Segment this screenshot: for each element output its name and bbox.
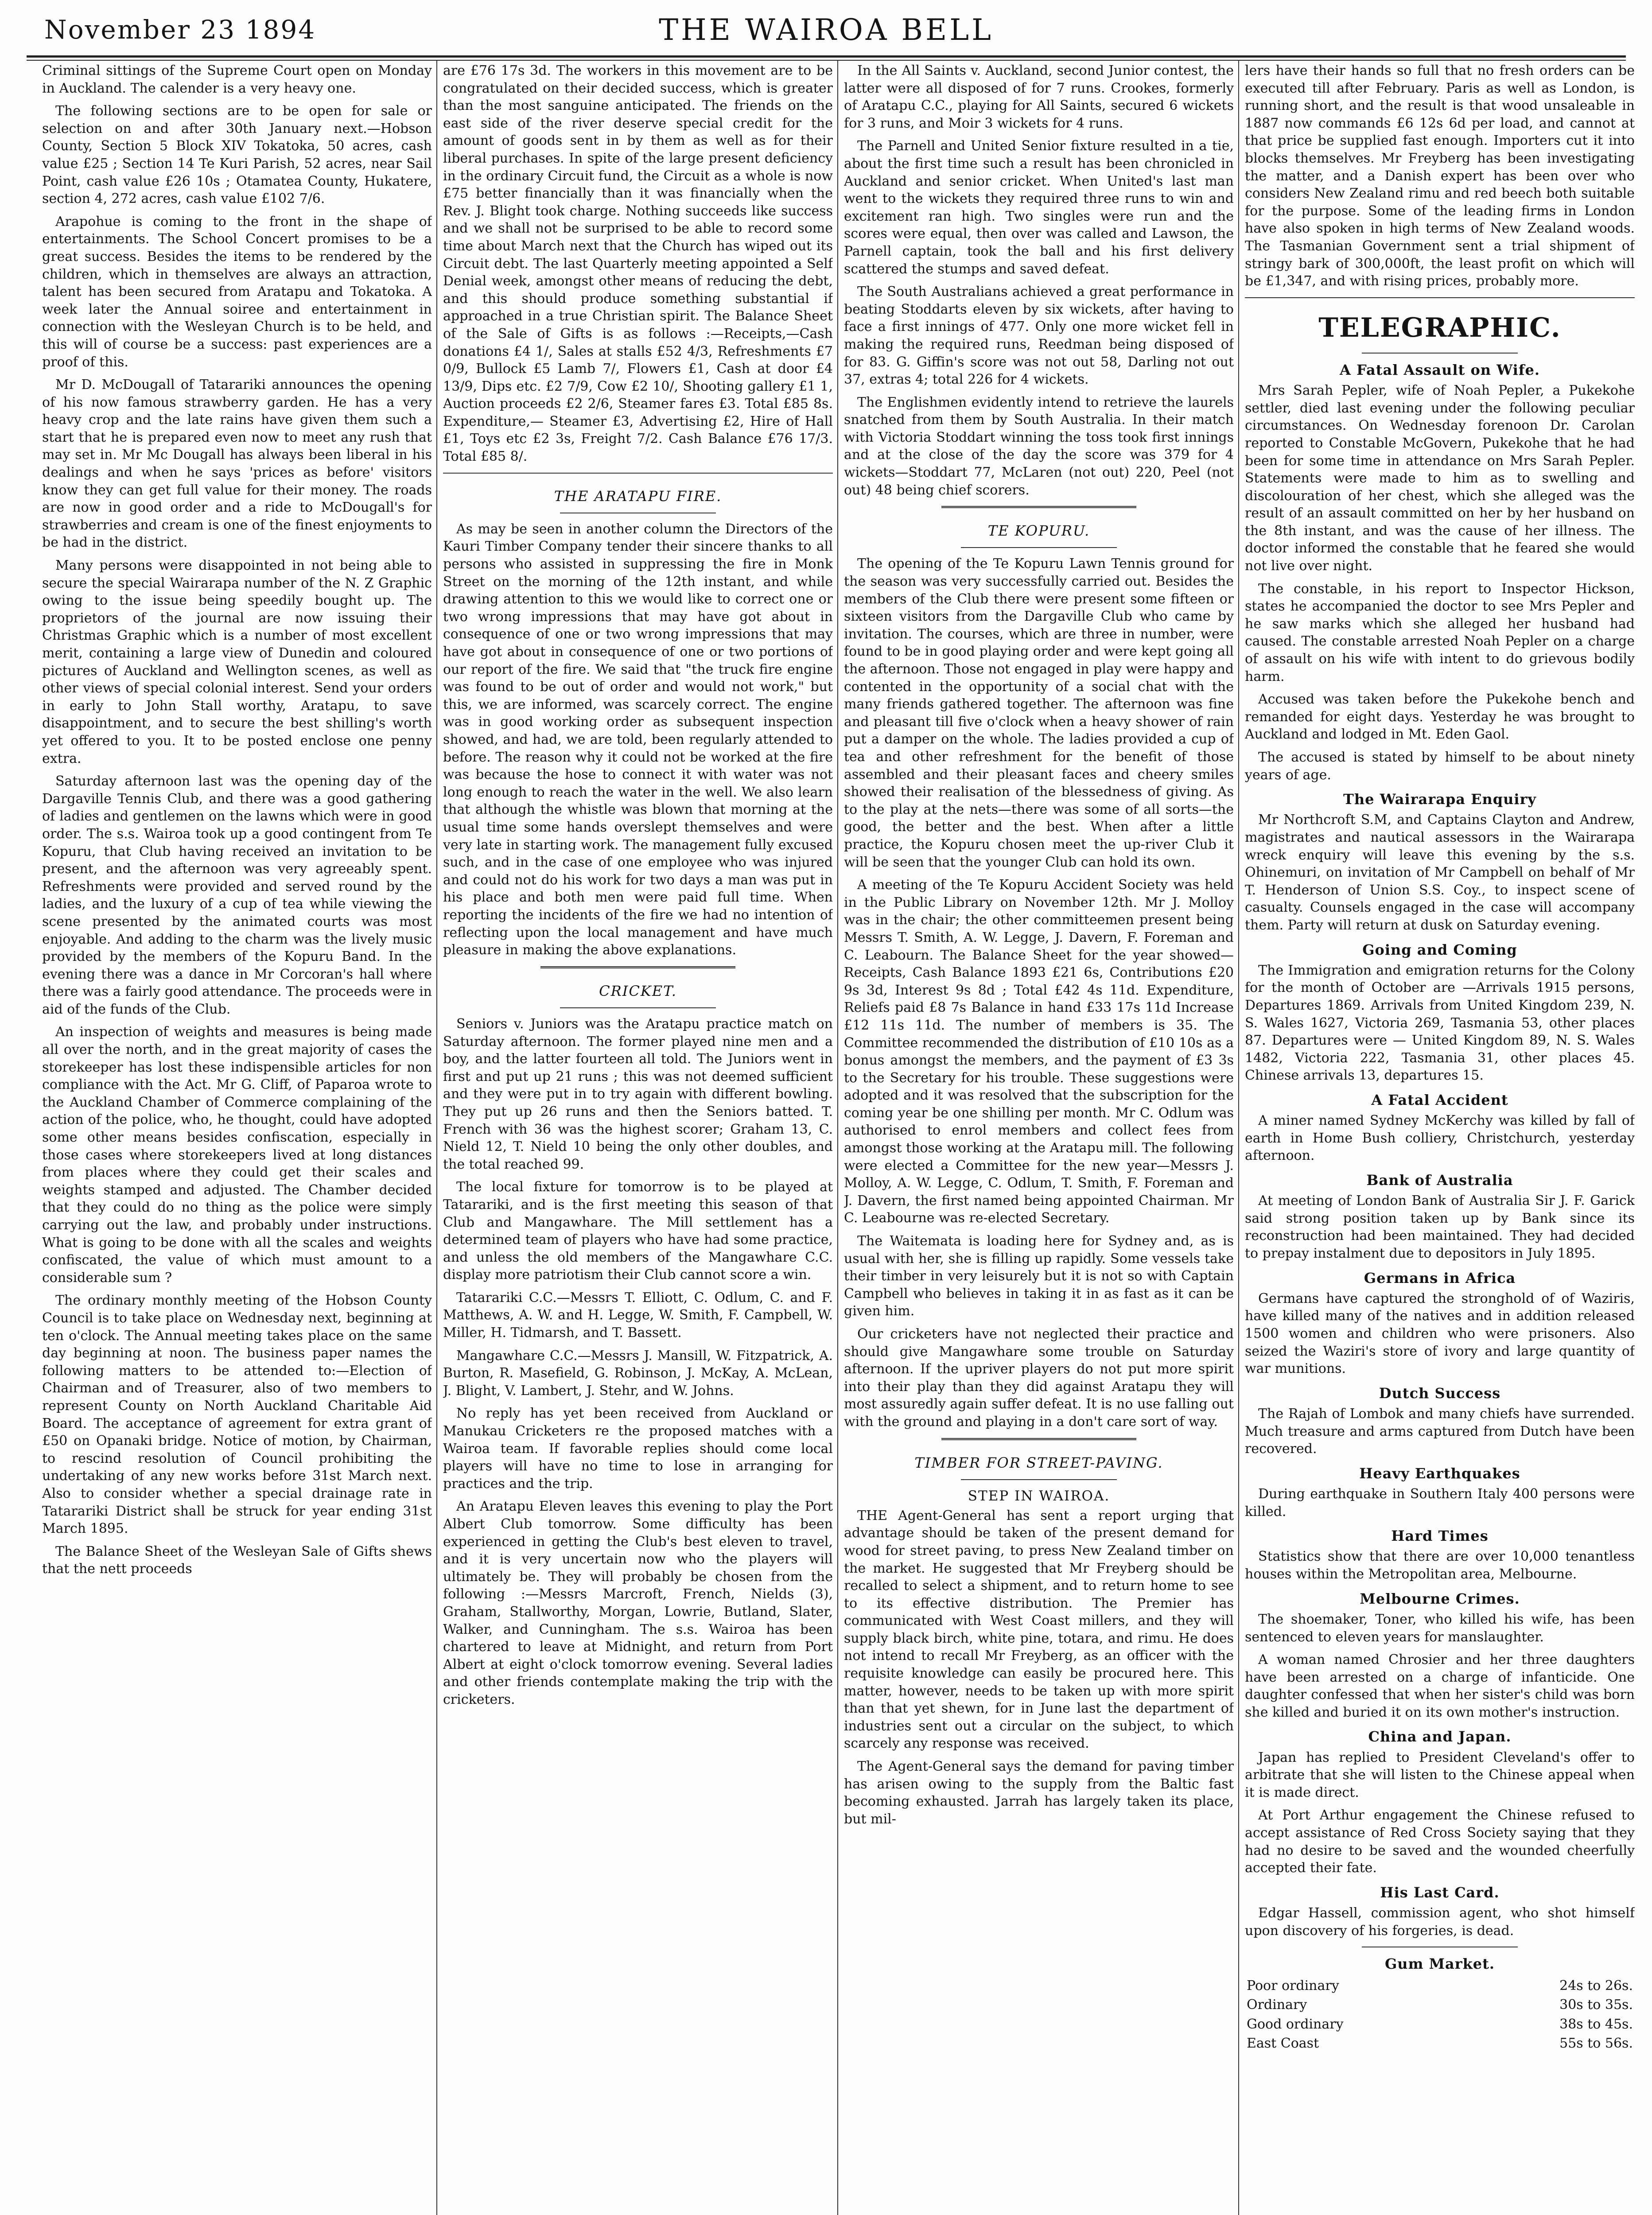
heading-rule	[961, 547, 1117, 548]
masthead-rule	[27, 55, 1626, 58]
paragraph: Mr Northcroft S.M, and Captains Clayton and Andrew, magistrates and nautical assessors in the Wairarapa wreck enquiry will leave this evening by the s.s. Ohinemuri, on invitation of Mr Campbell on behalf of Mr T. Henderson of Union S.S. Coy., to inspect scene of casualty. Counsels engaged in the case will accompany them. Party will return at dusk on Saturday evening.	[1245, 812, 1635, 933]
paragraph: Seniors v. Juniors was the Aratapu practice match on Saturday afternoon. The former played nine men and a boy, and the latter fourteen all told. The Juniors went in first and put up 21 runs ; this was not deemed sufficient and they were put in to try again with different bowling. They put up 26 runs and then the Seniors batted. T. French with 36 was the highest scorer; Graham 13, C. Nield 12, T. Nield 10 being the only other doubles, and the total reached 99.	[443, 1016, 833, 1172]
news-heading: His Last Card.	[1380, 1884, 1500, 1901]
column-3	[844, 62, 1234, 2215]
paragraph: The Parnell and United Senior fixture resulted in a tie, about the first time such a result has been chronicled in Auckland and senior cricket. When United's last man went to the wickets they required three runs to win and excitement ran high. Two singles were run and the scores were equal, then over was called and Lawson, the Parnell captain, took the ball and his first delivery scattered the stumps and saved defeat.	[844, 138, 1234, 277]
paragraph: The following sections are to be open for sale or selection on and after 30th January next.—Hobson County, Section 5 Block XIV Tokatoka, 50 acres, cash value £25 ; Section 14 Te Kuri Parish, 52 acres, near Sail Point, cash value £26 10s ; Otamatea County, Hukatere, section 4, 272 acres, cash value £102 7/6.	[42, 103, 432, 207]
paragraph: During earthquake in Southern Italy 400 persons were killed.	[1245, 1486, 1635, 1519]
paragraph: The Englishmen evidently intend to retrieve the laurels snatched from them by South Australia. In their match with Victoria Stoddart winning the toss took first innings and at the close of the day the score was 379 for 4 wickets—Stoddart 77, McLaren (not out) 220, Peel (not out) 48 being chief scorers.	[844, 394, 1234, 498]
heading-rule	[560, 1007, 716, 1008]
gum-price: 24s to 26s.	[1559, 1978, 1633, 1994]
paragraph: The local fixture for tomorrow is to be played at Tatarariki, and is the first meeting this season of that Club and Mangawhare. The Mill settlement has a determined team of players who have had some practice, and unless the old members of the Mangawhare C.C. display more patriotism their Club cannot score a win.	[443, 1179, 833, 1283]
column-4	[1245, 62, 1635, 2215]
paragraph: The Immigration and emigration returns for the Colony for the month of October are —Arrivals 1915 persons, Departures 1869. Arrivals from United Kingdom 239, N. S. Wales 1627, Victoria 269, Tasmania 53, other places 87. Departures were — United Kingdom 89, N. S. Wales 1482, Victoria 222, Tasmania 31, other places 45. Chinese arrivals 13, departures 15.	[1245, 962, 1635, 1084]
paragraph: are £76 17s 3d. The workers in this movement are to be congratulated on their decided success, which is greater than the most sanguine anticipated. The friends on the east side of the river deserve special credit for the amount of goods sent in by them as well as for their liberal purchases. In spite of the large present deficiency in the ordinary Circuit fund, the Circuit as a whole is now £75 better financially than it was financially when the Rev. J. Blight took charge. Nothing succeeds like success and we shall not be surprised to be able to record some time about March next that the Church has wiped out its Circuit debt. The last Quarterly meeting appointed a Self Denial week, amongst other means of reducing the debt, and this should produce something substantial if approached in a true Christian spirit. The Balance Sheet of the Sale of Gifts is as follows :—Receipts,—Cash donations £4 1/, Sales at stalls £52 4/3, Refreshments £7 0/9, Bullock £5 Lamb 7/, Flowers £1, Cash at door £4 13/9, Dips etc. £2 7/9, Cow £2 10/, Shooting gallery £1 1, Auction proceeds £2 2/6, Steamer fares £3. Total £85 8s. Expenditure,— Steamer £3, Advertising £2, Hire of Hall £1, Toys etc £2 3s, Freight 7/2. Cash Balance £76 17/3. Total £85 8/.	[443, 63, 833, 465]
table-row	[1245, 2015, 1635, 2034]
heading-rule	[1362, 353, 1518, 354]
paragraph: Edgar Hassell, commission agent, who shot himself upon discovery of his forgeries, is dead.	[1245, 1905, 1635, 1939]
paragraph: Japan has replied to President Cleveland's offer to arbitrate that she will listen to the Chinese appeal when it is made direct.	[1245, 1749, 1635, 1800]
paragraph: Criminal sittings of the Supreme Court open on Monday in Auckland. The calender is a very heavy one.	[42, 63, 432, 96]
section-rule	[941, 506, 1136, 508]
gum-grade: Ordinary	[1247, 1997, 1307, 2013]
paragraph: The Agent-General says the demand for paving timber has arisen owing to the supply from the Baltic fast becoming exhausted. Jarrah has largely taken its place, but mil-	[844, 1759, 1234, 1827]
paragraph: The Balance Sheet of the Wesleyan Sale of Gifts shews that the nett proceeds	[42, 1543, 432, 1577]
paragraph: Germans have captured the stronghold of of Waziris, have killed many of the natives and in addition released 1500 women and children who were prisoners. Also seized the Waziri's store of ivory and large quantity of war munitions.	[1245, 1290, 1635, 1377]
gum-grade: Poor ordinary	[1247, 1978, 1339, 1994]
column-divider	[1238, 60, 1239, 2215]
paragraph: Accused was taken before the Pukekohe bench and remanded for eight days. Yesterday he was brought to Auckland and lodged in Mt. Eden Gaol.	[1245, 692, 1635, 742]
section-rule	[1245, 297, 1635, 298]
table-row	[1245, 1976, 1635, 1996]
section-heading-aratapu-fire: THE ARATAPU FIRE.	[554, 487, 722, 505]
paragraph: The opening of the Te Kopuru Lawn Tennis ground for the season was very successfully carried out. Besides the members of the Club there were present some fifteen or sixteen visitors from the Dargaville Club who came by invitation. The courses, which are three in number, were found to be in good playing order and were kept going all the afternoon. Those not engaged in play were happy and contented in the opportunity of a social chat with the many friends gathered together. The afternoon was fine and pleasant till five o'clock when a heavy shower of rain put a damper on the whole. The ladies provided a cup of tea and other refreshment for the benefit of those assembled and their pleasant faces and cheery smiles showed their realisation of the blessedness of giving. As to the play at the nets—there was some of all sorts—the good, the better and the best. When after a little practice, the Kopuru chosen meet the up-river Club it will be seen that the younger Club can hold its own.	[844, 556, 1234, 870]
paragraph: No reply has yet been received from Auckland or Manukau Cricketers re the proposed matches with a Wairoa team. If favorable replies should come local players will have no time to lose in arranging for practices and the trip.	[443, 1406, 833, 1492]
news-heading: Germans in Africa	[1364, 1269, 1516, 1286]
news-heading: Bank of Australia	[1366, 1172, 1513, 1189]
paragraph: At Port Arthur engagement the Chinese refused to accept assistance of Red Cross Society saying that they had no desire to be saved and the wounded cheerfully accepted their fate.	[1245, 1807, 1635, 1876]
section-rule	[941, 1438, 1136, 1440]
paragraph: The ordinary monthly meeting of the Hobson County Council is to take place on Wednesday next, beginning at ten o'clock. The Annual meeting takes place on the same day beginning at noon. The business paper names the following matters to be attended to:—Election of Chairman and of Treasurer, also of two members to represent County on North Auckland Charitable Aid Board. The acceptance of agreement for extra grant of £50 on Opanaki bridge. Notice of motion, by Chairman, to rescind resolution of Council prohibiting the undertaking of any new works before 31st March next. Also to consider whether a special drainage rate in Tatarariki District shall be struck for year ending 31st March 1895.	[42, 1293, 432, 1537]
paragraph: THE Agent-General has sent a report urging that advantage should be taken of the present demand for wood for street paving, to press New Zealand timber on the market. He suggested that Mr Freyberg should be recalled to select a shipment, and to return home to see to its effective distribution. The Premier has communicated with West Coast millers, and they will supply black birch, white pine, totara, and rimu. He does not intend to recall Mr Freyberg, as an officer with the requisite knowledge can easily be procured here. This matter, however, needs to be taken up with more spirit than that yet shewn, for in June last the department of industries sent out a circular on the subject, to which scarcely any response was received.	[844, 1508, 1234, 1752]
newspaper-title: THE WAIROA BELL	[659, 13, 994, 47]
gum-price: 55s to 56s.	[1559, 2036, 1633, 2052]
paragraph: The shoemaker, Toner, who killed his wife, has been sentenced to eleven years for manslaughter.	[1245, 1611, 1635, 1645]
news-heading: Dutch Success	[1379, 1384, 1501, 1402]
news-heading-gum-market: Gum Market.	[1384, 1955, 1495, 1973]
paragraph: An Aratapu Eleven leaves this evening to play the Port Albert Club tomorrow. Some difficulty has been experienced in getting the Club's best eleven to travel, and it is very uncertain now who the players will ultimately be. They will probably be chosen from the following :—Messrs Marcroft, French, Nields (3), Graham, Stallworthy, Morgan, Lowrie, Butland, Slater, Walker, and Cunningham. The s.s. Wairoa has been chartered to leave at Midnight, and return from Port Albert at eight o'clock tomorrow evening. Several ladies and other friends contemplate making the trip with the cricketers.	[443, 1499, 833, 1707]
heading-rule	[961, 1479, 1117, 1480]
news-heading: Heavy Earthquakes	[1359, 1465, 1520, 1482]
paragraph: Mr D. McDougall of Tatarariki announces the opening of his now famous strawberry garden. He has a very heavy crop and the late rains have given them such a start that he is prepared even now to meet any rush that may set in. Mr Mc Dougall has always been liberal in his dealings and when he says 'prices as before' visitors know they can get full value for their money. The roads are now in good order and a ride to McDougall's for strawberries and cream is one of the finest enjoyments to be had in the district.	[42, 377, 432, 551]
paragraph: Statistics show that there are over 10,000 tenantless houses within the Metropolitan area, Melbourne.	[1245, 1549, 1635, 1582]
gum-market-table	[1245, 1976, 1635, 2053]
paragraph: Mrs Sarah Pepler, wife of Noah Pepler, a Pukekohe settler, died last evening under the following peculiar circumstances. On Wednesday forenoon Dr. Carolan reported to Constable McGovern, Pukekohe that he had been for some time in attendance on Mrs Sarah Pepler. Statements were made to him as to swelling and discolouration of her chest, which she alleged was the result of an assault committed on her by her husband on the 8th instant, and was the cause of her illness. The doctor informed the constable that he feared she would not live over night.	[1245, 383, 1635, 574]
paragraph: The South Australians achieved a great performance in beating Stoddarts eleven by six wickets, after having to face a first innings of 477. Only one more wicket fell in making the required runs, Reedman being disposed of for 83. G. Giffin's score was not out 58, Darling not out 37, extras 4; total 226 for 4 wickets.	[844, 284, 1234, 388]
paragraph: lers have their hands so full that no fresh orders can be executed till after February. Paris as well as London, is running short, and the result is that wood unsaleable in 1887 now commands £6 12s 6d per load, and cannot at that price be supplied fast enough. Importers cut it into blocks themselves. Mr Freyberg has been investigating the matter, and a Danish expert has been over who considers New Zealand rimu and red beech both suitable for the purpose. Some of the leading firms in London have also spoken in high terms of New Zealand woods. The Tasmanian Government sent a trial shipment of stringy bark of 300,000ft, the least profit on which will be £1,347, and with rising prices, probably more.	[1245, 63, 1635, 289]
masthead	[27, 11, 1626, 62]
paragraph: The Rajah of Lombok and many chiefs have surrended. Much treasure and arms captured from Dutch have been recovered.	[1245, 1406, 1635, 1457]
paragraph: As may be seen in another column the Directors of the Kauri Timber Company tender their sincere thanks to all persons who assisted in suppressing the fire in Monk Street on the morning of the 12th instant, and while drawing attention to this we would like to correct one or two wrong impressions that may have got about in consequence of one or two wrong impressions that may have got about in consequence of one or two portions of our report of the fire. We said that "the truck fire engine was found to be out of order and would not work," but this, we are informed, was scarcely correct. The engine was in good working order as subsequent inspection showed, and had, we are told, been regularly attended to before. The reason why it could not be worked at the fire was because the hose to connect it with water was not long enough to reach the water in the well. We also learn that although the whistle was blown that morning at the usual time some hands overslept themselves and were very late in starting work. The management fully excused such, and in the case of one employee who was injured and could not do his work for two days a man was put in his place and both men were paid full time. When reporting the incidents of the fire we had no intention of reflecting upon the local management and have much pleasure in making the above explanations.	[443, 521, 833, 958]
section-heading-telegraphic: TELEGRAPHIC.	[1318, 312, 1561, 343]
news-heading: Melbourne Crimes.	[1360, 1590, 1520, 1607]
news-heading: Hard Times	[1391, 1527, 1489, 1545]
paragraph: Tatarariki C.C.—Messrs T. Elliott, C. Odlum, C. and F. Matthews, A. W. and H. Legge, W. Smith, F. Campbell, W. Miller, H. Tidmarsh, and T. Bassett.	[443, 1290, 833, 1341]
paragraph: Arapohue is coming to the front in the shape of entertainments. The School Concert promises to be a great success. Besides the items to be rendered by the children, which in themselves are always an attraction, talent has been secured from Aratapu and Tokatoka. A week later the Annual soiree and entertainment in connection with the Wesleyan Church is to be held, and this will of course be a success: past experiences are a proof of this.	[42, 214, 432, 370]
table-row	[1245, 2034, 1635, 2053]
paragraph: A miner named Sydney McKerchy was killed by fall of earth in Home Bush colliery, Christchurch, yesterday afternoon.	[1245, 1113, 1635, 1164]
section-heading-cricket: CRICKET.	[599, 982, 677, 999]
column-2	[443, 62, 833, 2215]
news-heading: China and Japan.	[1368, 1728, 1512, 1745]
column-divider	[837, 60, 838, 2215]
paragraph: Many persons were disappointed in not being able to secure the special Wairarapa number of the N. Z Graphic owing to the issue being speedily bought up. The proprietors of the journal are now issuing their Christmas Graphic which is a number of most excellent merit, containing a large view of Dunedin and coloured pictures of Auckland and Wellington scenes, as well as other views of special colonial interest. Send your orders in early to John Stall worthy, Aratapu, to save disappointment, and to secure the best shilling's worth yet offered to you. It to be posted enclose one penny extra.	[42, 558, 432, 766]
paragraph: A woman named Chrosier and her three daughters have been arrested on a charge of infanticide. One daughter confessed that when her sister's child was born she killed and buried it on its own mother's instruction.	[1245, 1652, 1635, 1720]
paragraph: The accused is stated by himself to be about ninety years of age.	[1245, 750, 1635, 783]
section-heading-te-kopuru: TE KOPURU.	[987, 522, 1090, 540]
gum-price: 38s to 45s.	[1559, 2016, 1633, 2032]
gum-grade: Good ordinary	[1247, 2016, 1344, 2032]
gum-price: 30s to 35s.	[1559, 1997, 1633, 2013]
news-heading: A Fatal Accident	[1371, 1091, 1508, 1108]
section-heading-timber: TIMBER FOR STREET-PAVING.	[914, 1454, 1163, 1471]
column-divider	[436, 60, 437, 2215]
subheading-step-in-wairoa: STEP IN WAIROA.	[968, 1488, 1110, 1504]
paragraph: An inspection of weights and measures is being made all over the north, and in the great majority of cases the storekeeper has lost these indispensible articles for non compliance with the Act. Mr G. Cliff, of Paparoa wrote to the Auckland Chamber of Commerce complaining of the action of the police, who, he thought, could have adopted some other means besides confiscation, especially in those cases where storekeepers lived at long distances from places where they could get their scales and weights stamped and adjusted. The Chamber decided that they could do no thing as the police were simply carrying out the law, and probably under instructions. What is going to be done with all the scales and weights confiscated, the value of which must amount to a considerable sum ?	[42, 1024, 432, 1286]
paragraph: A meeting of the Te Kopuru Accident Society was held in the Public Library on November 12th. Mr J. Molloy was in the chair; the other committeemen present being Messrs T. Smith, A. W. Legge, J. Davern, F. Foreman and C. Leabourn. The Balance Sheet for the year showed—Receipts, Cash Balance 1893 £21 6s, Contributions £20 9s 3d, Interest 9s 8d ; Total £42 4s 11d. Expenditure, Reliefs paid £8 7s Balance in hand £33 17s 11d Increase £12 11s 11d. The number of members is 35. The Committee recommended the distribution of £10 10s as a bonus amongst the members, and the payment of £3 3s to the Secretary for his trouble. These suggestions were adopted and it was resolved that the subscription for the coming year be one shilling per month. Mr C. Odlum was authorised to enrol members and collect fees from amongst those working at the Aratapu mill. The following were elected a Committee for the new year—Messrs J. Molloy, A. W. Legge, C. Odlum, T. Smith, F. Foreman and J. Davern, the first named being appointed Chairman. Mr C. Leabourne was re-elected Secretary.	[844, 877, 1234, 1226]
paragraph: Our cricketers have not neglected their practice and should give Mangawhare some trouble on Saturday afternoon. If the upriver players do not put more spirit into their play than they did against Aratapu they will most assuredly again suffer defeat. It is no use falling out with the ground and playing in a don't care sort of way.	[844, 1326, 1234, 1430]
news-heading: Going and Coming	[1362, 941, 1517, 958]
table-row	[1245, 1995, 1635, 2015]
news-heading: The Wairarapa Enquiry	[1343, 791, 1536, 808]
section-rule	[540, 966, 735, 968]
paragraph: Saturday afternoon last was the opening day of the Dargaville Tennis Club, and there was a good gathering of ladies and gentlemen on the lawns which were in good order. The s.s. Wairoa took up a good contingent from Te Kopuru, that Club having received an invitation to be present, and the afternoon was very agreeably spent. Refreshments were provided and served round by the ladies, and the luxury of a cup of tea while viewing the scene presented by the animated courts was most enjoyable. And adding to the charm was the lively music provided by the members of the Kopuru Band. In the evening there was a dance in Mr Corcoran's hall where there was a fairly good attendance. The proceeds were in aid of the funds of the Club.	[42, 773, 432, 1017]
paragraph: The constable, in his report to Inspector Hickson, states he accompanied the doctor to see Mrs Pepler and he saw marks which she alleged her husband had caused. The constable arrested Noah Pepler on a charge of assault on his wife with intent to do grievous bodily harm.	[1245, 581, 1635, 684]
paragraph: The Waitemata is loading here for Sydney and, as is usual with her, she is filling up rapidly. Some vessels take their timber in very leisurely but it is not so with Captain Campbell who believes in taking it in as fast as it can be given him.	[844, 1233, 1234, 1319]
masthead-rule-thin	[27, 60, 1626, 61]
paragraph: At meeting of London Bank of Australia Sir J. F. Garick said strong position taken up by Bank since its reconstruction had been maintained. They had decided to prepay instalment due to depositors in July 1895.	[1245, 1193, 1635, 1262]
section-rule	[443, 473, 833, 474]
gum-grade: East Coast	[1247, 2036, 1319, 2052]
column-1	[42, 62, 432, 2215]
issue-date: November 23 1894	[44, 15, 316, 45]
news-heading: A Fatal Assault on Wife.	[1340, 361, 1540, 378]
paragraph: In the All Saints v. Auckland, second Junior contest, the latter were all disposed of for 7 runs. Crookes, formerly of Aratapu C.C., playing for All Saints, secured 6 wickets for 3 runs, and Moir 3 wickets for 4 runs.	[844, 63, 1234, 131]
paragraph: Mangawhare C.C.—Messrs J. Mansill, W. Fitzpatrick, A. Burton, R. Masefield, G. Robinson, J. McKay, A. McLean, J. Blight, V. Lambert, J. Stehr, and W. Johns.	[443, 1348, 833, 1399]
